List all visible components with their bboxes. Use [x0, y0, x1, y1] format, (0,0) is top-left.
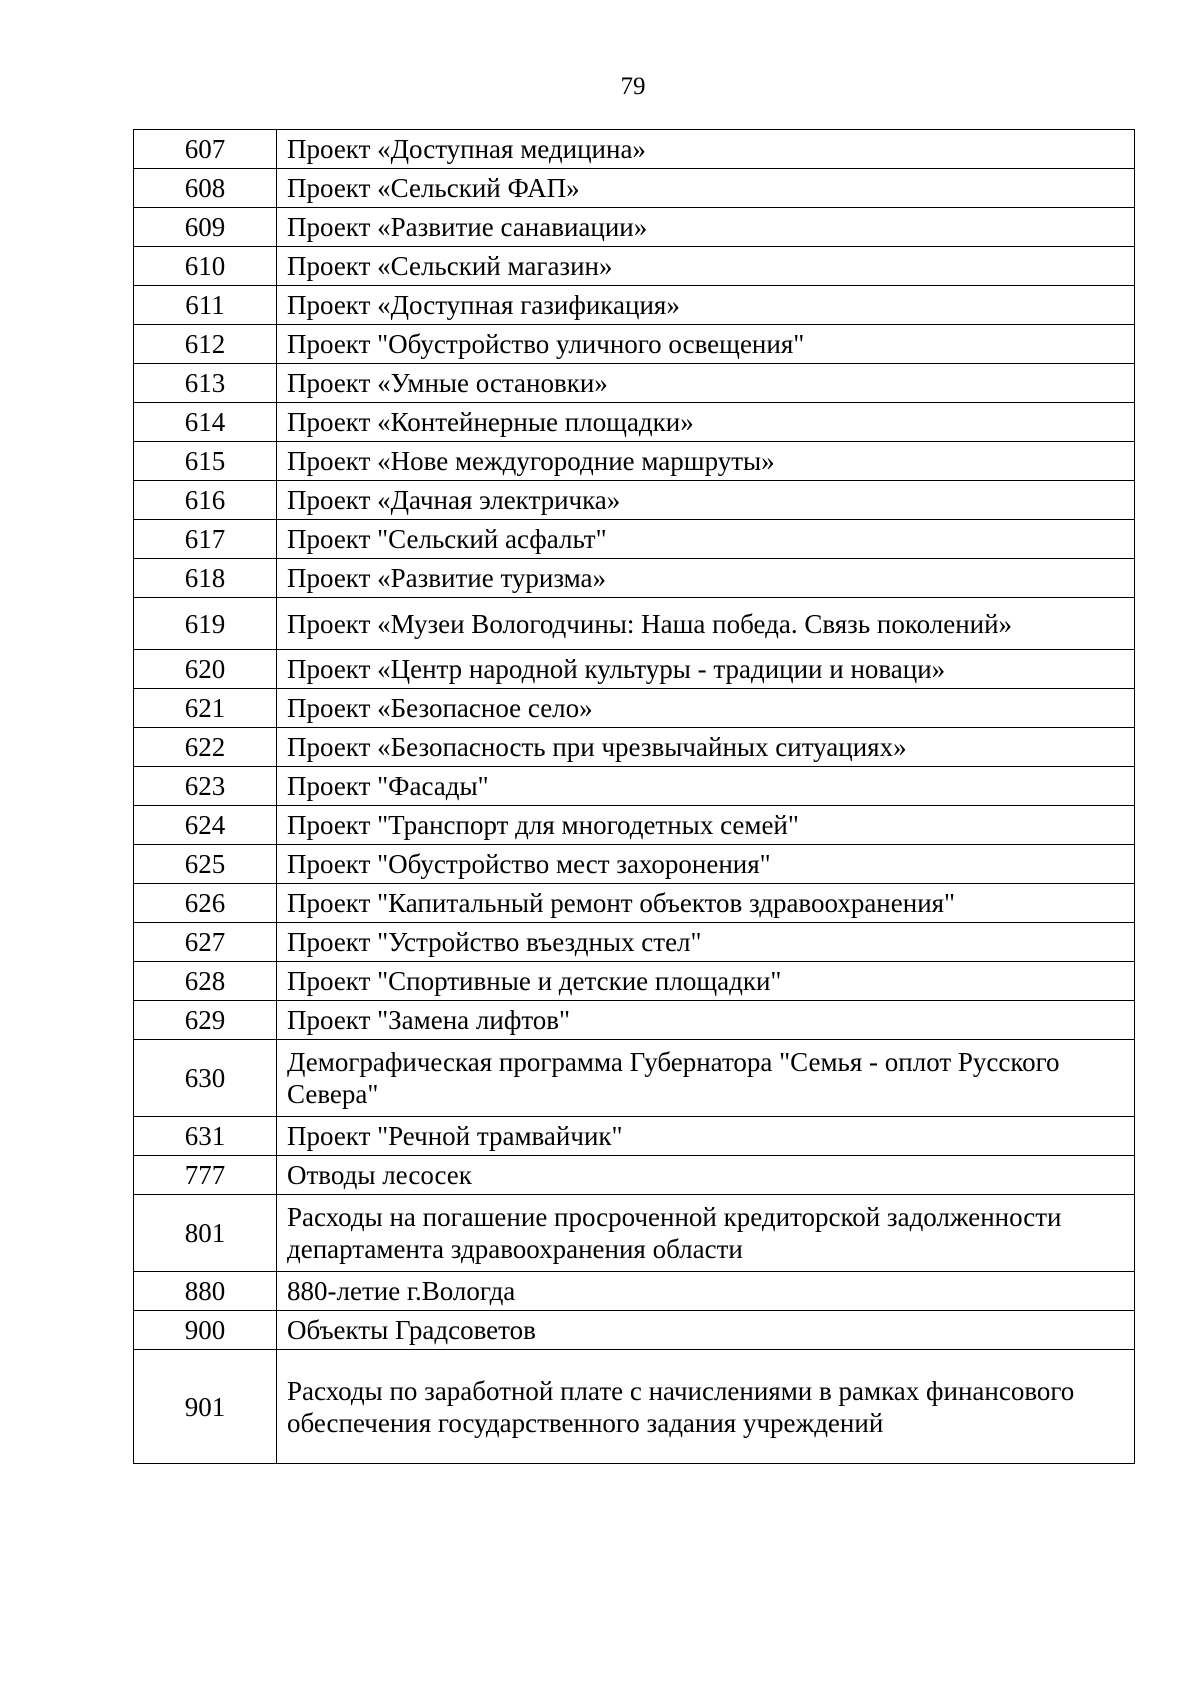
row-description: Проект «Центр народной культуры - традиции и новаци» [277, 650, 1135, 689]
row-description: Расходы по заработной плате с начислениями в рамках финансового обеспечения государственного задания учреждений [277, 1350, 1135, 1464]
row-code: 900 [134, 1311, 277, 1350]
table-row [134, 364, 1135, 403]
row-description: Проект "Обустройство уличного освещения" [277, 325, 1135, 364]
row-description: Проект «Нове междугородние маршруты» [277, 442, 1135, 481]
row-description: Проект "Замена лифтов" [277, 1001, 1135, 1040]
row-code: 619 [134, 598, 277, 650]
table-row [134, 1195, 1135, 1272]
row-code: 615 [134, 442, 277, 481]
row-description: Проект "Сельский асфальт" [277, 520, 1135, 559]
table-row [134, 1156, 1135, 1195]
row-code: 624 [134, 806, 277, 845]
table-row [134, 481, 1135, 520]
row-description: Проект "Спортивные и детские площадки" [277, 962, 1135, 1001]
row-description: Проект «Сельский магазин» [277, 247, 1135, 286]
row-code: 626 [134, 884, 277, 923]
table-row [134, 403, 1135, 442]
table-row [134, 1350, 1135, 1464]
row-description: Проект "Речной трамвайчик" [277, 1117, 1135, 1156]
row-code: 617 [134, 520, 277, 559]
row-description: Проект «Доступная медицина» [277, 130, 1135, 169]
table-row [134, 598, 1135, 650]
row-description: 880-летие г.Вологда [277, 1272, 1135, 1311]
table-row [134, 767, 1135, 806]
row-description: Проект "Транспорт для многодетных семей" [277, 806, 1135, 845]
row-description: Проект «Дачная электричка» [277, 481, 1135, 520]
table-row [134, 208, 1135, 247]
row-code: 629 [134, 1001, 277, 1040]
table-row [134, 923, 1135, 962]
table-row [134, 442, 1135, 481]
table-row [134, 884, 1135, 923]
row-code: 630 [134, 1040, 277, 1117]
table-row [134, 325, 1135, 364]
row-code: 618 [134, 559, 277, 598]
row-code: 607 [134, 130, 277, 169]
row-description: Проект "Обустройство мест захоронения" [277, 845, 1135, 884]
row-description: Проект «Умные остановки» [277, 364, 1135, 403]
table-row [134, 650, 1135, 689]
row-code: 625 [134, 845, 277, 884]
row-description: Объекты Градсоветов [277, 1311, 1135, 1350]
row-code: 614 [134, 403, 277, 442]
table-row [134, 728, 1135, 767]
table-row [134, 130, 1135, 169]
table-row [134, 806, 1135, 845]
row-description: Проект «Музеи Вологодчины: Наша победа. Связь поколений» [277, 598, 1135, 650]
table-row [134, 1311, 1135, 1350]
table-row [134, 520, 1135, 559]
row-description: Проект «Доступная газификация» [277, 286, 1135, 325]
table-row [134, 962, 1135, 1001]
row-description: Демографическая программа Губернатора "Семья - оплот Русского Севера" [277, 1040, 1135, 1117]
row-code: 609 [134, 208, 277, 247]
row-description: Проект "Капитальный ремонт объектов здравоохранения" [277, 884, 1135, 923]
table-row [134, 559, 1135, 598]
row-code: 880 [134, 1272, 277, 1311]
table-row [134, 689, 1135, 728]
row-code: 611 [134, 286, 277, 325]
row-code: 621 [134, 689, 277, 728]
row-description: Проект «Безопасное село» [277, 689, 1135, 728]
row-code: 627 [134, 923, 277, 962]
page-number: 79 [620, 73, 646, 100]
row-description: Проект «Развитие санавиации» [277, 208, 1135, 247]
row-code: 613 [134, 364, 277, 403]
row-code: 622 [134, 728, 277, 767]
row-description: Проект "Фасады" [277, 767, 1135, 806]
table-row [134, 286, 1135, 325]
row-code: 623 [134, 767, 277, 806]
table-row [134, 845, 1135, 884]
row-code: 777 [134, 1156, 277, 1195]
table-row [134, 247, 1135, 286]
row-code: 620 [134, 650, 277, 689]
table-row [134, 1040, 1135, 1117]
table-row [134, 1117, 1135, 1156]
row-code: 631 [134, 1117, 277, 1156]
row-code: 628 [134, 962, 277, 1001]
row-description: Проект «Сельский ФАП» [277, 169, 1135, 208]
table-row [134, 169, 1135, 208]
table-row [134, 1001, 1135, 1040]
row-code: 612 [134, 325, 277, 364]
table-row [134, 1272, 1135, 1311]
row-description: Отводы лесосек [277, 1156, 1135, 1195]
row-code: 616 [134, 481, 277, 520]
row-code: 608 [134, 169, 277, 208]
row-code: 610 [134, 247, 277, 286]
row-code: 801 [134, 1195, 277, 1272]
row-description: Проект "Устройство въездных стел" [277, 923, 1135, 962]
row-description: Проект «Развитие туризма» [277, 559, 1135, 598]
row-description: Проект «Безопасность при чрезвычайных ситуациях» [277, 728, 1135, 767]
row-description: Расходы на погашение просроченной кредиторской задолженности департамента здравоохранения области [277, 1195, 1135, 1272]
codes-table [133, 129, 1135, 1464]
row-description: Проект «Контейнерные площадки» [277, 403, 1135, 442]
row-code: 901 [134, 1350, 277, 1464]
